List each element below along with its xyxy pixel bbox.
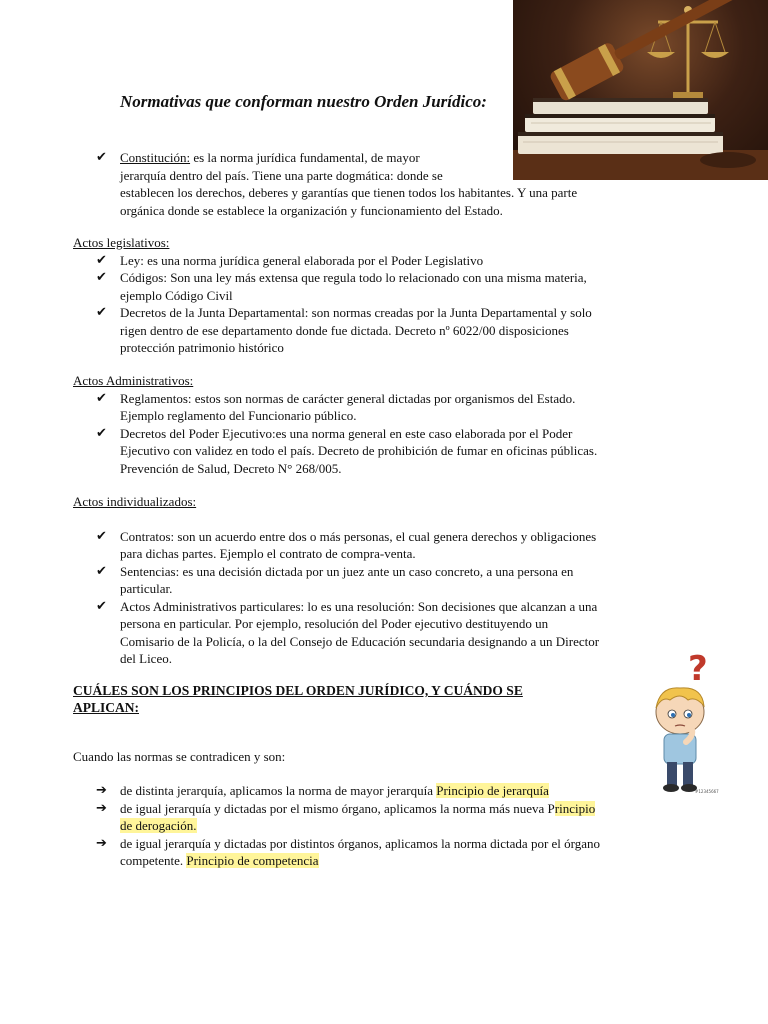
thinking-boy-image xyxy=(640,650,730,795)
legislativos-section xyxy=(73,234,713,357)
arrow-icon: ➔ xyxy=(96,800,107,816)
list-item xyxy=(73,252,713,270)
administrativos-section xyxy=(73,372,713,477)
principios-intro: Cuando las normas se contradicen y son: xyxy=(73,749,286,764)
figure-caption: #12345667 xyxy=(695,789,719,794)
list-item-text: Reglamentos: estos son normas de carácter general dictadas por organismos del Estado. xyxy=(120,390,576,406)
list-item xyxy=(73,269,713,304)
list-item-text: rigen dentro de ese departamento donde fue dictada. Decreto nº 6022/00 disposiciones xyxy=(120,322,569,338)
checkmark-icon: ✔ xyxy=(96,270,107,285)
constitucion-block xyxy=(73,149,713,219)
checkmark-icon: ✔ xyxy=(96,528,107,544)
legislativos-list xyxy=(73,252,713,357)
highlighted-principle: Principio de jerarquía xyxy=(436,783,549,798)
svg-text:?: ? xyxy=(688,650,708,689)
section-heading: Actos Administrativos: xyxy=(73,373,194,388)
individualizados-list xyxy=(73,528,713,668)
list-item-text: de igual jerarquía y dictadas por el mismo órgano, aplicamos la norma más nueva P xyxy=(120,800,555,816)
list-item-text: persona en particular. Por ejemplo, resolución del Poder ejecutivo destituyendo un xyxy=(120,616,549,631)
list-item-text: de igual jerarquía y dictadas por distintos órganos, aplicamos la norma dictada por el órgano xyxy=(120,835,601,851)
list-item xyxy=(73,800,713,835)
list-item xyxy=(73,835,713,870)
constitucion-text: orgánica donde se establece la organización y funcionamiento del Estado. xyxy=(120,202,503,218)
list-item xyxy=(73,563,713,598)
page-title: Normativas que conforman nuestro Orden Jurídico: xyxy=(120,92,487,111)
list-item-text: Ejemplo reglamento del Funcionario público. xyxy=(120,408,357,423)
list-item-text: Ejecutivo con validez en todo el país. Decreto de prohibición de fumar en oficinas públicas. xyxy=(120,443,598,458)
list-item-text: Comisario de la Policía, o la del Consejo de Educación secundaria designando a un Director xyxy=(120,633,600,649)
list-item-text: ejemplo Código Civil xyxy=(120,287,233,303)
checkmark-icon: ✔ xyxy=(96,390,107,406)
checkmark-icon: ✔ xyxy=(96,598,107,614)
highlighted-principle: Principio de competencia xyxy=(186,853,319,868)
arrow-icon: ➔ xyxy=(96,783,107,798)
checkmark-icon: ✔ xyxy=(96,305,107,320)
list-item xyxy=(73,304,713,357)
list-item xyxy=(73,598,713,668)
checkmark-icon: ✔ xyxy=(96,425,107,441)
question-mark-icon xyxy=(640,650,730,795)
list-item-text: Decretos de la Junta Departamental: son normas creadas por la Junta Departamental y solo xyxy=(120,305,592,320)
list-item-text: del Liceo. xyxy=(120,651,172,666)
list-item xyxy=(73,782,713,800)
constitucion-text: jerarquía dentro del país. Tiene una parte dogmática: donde se xyxy=(120,167,443,183)
section-heading: Actos individualizados: xyxy=(73,494,197,509)
list-item-text: Prevención de Salud, Decreto N° 268/005. xyxy=(120,460,342,476)
section-heading: Actos legislativos: xyxy=(73,235,170,250)
list-item xyxy=(73,528,713,563)
constitucion-text: establecen los derechos, deberes y garantías que tienen todos los habitantes. Y una parte xyxy=(120,185,578,200)
checkmark-icon: ✔ xyxy=(96,150,107,165)
constitucion-text: es la norma jurídica fundamental, de mayor xyxy=(190,150,420,165)
checkmark-icon: ✔ xyxy=(96,563,107,579)
principios-heading-line: CUÁLES SON LOS PRINCIPIOS DEL ORDEN JURÍDICO, Y CUÁNDO SE xyxy=(73,683,523,698)
list-item-text: Actos Administrativos particulares: lo es una resolución: Son decisiones que alcanzan a una xyxy=(120,598,598,614)
list-item-text: competente. xyxy=(120,853,187,868)
highlighted-principle: de derogación. xyxy=(120,818,197,833)
arrow-icon: ➔ xyxy=(96,835,107,851)
list-item-text: para dichas partes. Ejemplo el contrato de compra-venta. xyxy=(120,546,416,561)
list-item-text: de distinta jerarquía, aplicamos la norma de mayor jerarquía xyxy=(120,783,437,798)
list-item-text: Códigos: Son una ley más extensa que regula todo lo relacionado con una misma materia, xyxy=(120,270,587,285)
checkmark-icon: ✔ xyxy=(96,252,107,268)
list-item-text: particular. xyxy=(120,581,173,596)
principios-heading xyxy=(73,682,633,716)
list-item-text: Ley: es una norma jurídica general elaborada por el Poder Legislativo xyxy=(120,252,484,268)
list-item xyxy=(73,425,713,478)
administrativos-list xyxy=(73,390,713,478)
individualizados-section xyxy=(73,493,713,668)
highlighted-principle: rincipio xyxy=(554,800,596,816)
principios-list xyxy=(73,782,713,870)
list-item xyxy=(73,390,713,425)
list-item-text: Contratos: son un acuerdo entre dos o más personas, el cual genera derechos y obligaciones xyxy=(120,528,597,544)
list-item-text: protección patrimonio histórico xyxy=(120,340,284,355)
list-item-text: Decretos del Poder Ejecutivo:es una norma general en este caso elaborada por el Poder xyxy=(120,425,573,441)
constitucion-label: Constitución: xyxy=(120,150,191,165)
principios-heading-line: APLICAN: xyxy=(73,700,139,715)
principios-section xyxy=(73,782,713,870)
list-item-text: Sentencias: es una decisión dictada por un juez ante un caso concreto, a una persona en xyxy=(120,563,574,579)
list-item xyxy=(73,149,713,219)
